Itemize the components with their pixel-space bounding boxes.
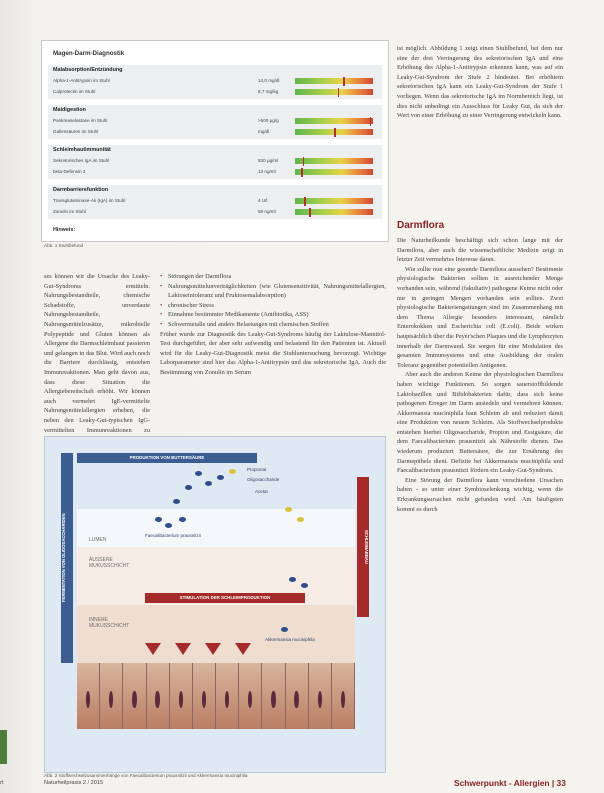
result-marker [338, 88, 340, 97]
middle-paragraph: Früher wurde zur Diagnostik des Leaky-Gut-Syndroms häufig der Laktulose-Mannitol-Test durchgeführt, der aber sehr aufwendig und belastend für den Patienten ist. Aktuell wird für die Leaky-Gut-Diagnostik meist die Stuhluntersuchung bevorzugt. Wichtige Laborparameter sind hier das Alpha-1-Antitrypsin und das sekretorische IgA. Auch die Bestimmung von Zonulin im Serum [160, 330, 386, 376]
list-item: • Einnahme bestimmter Medikamente (Antibiotika, ASS) [160, 310, 386, 320]
down-arrow-icon [235, 643, 251, 655]
mucus-stimulation-bar: STIMULATION DER SCHLEIMPRODUKTION [145, 593, 305, 603]
result-marker [370, 117, 372, 126]
report-row-label: Pankreaselastase im Stuhl [53, 118, 108, 123]
epithelial-cell [332, 663, 355, 729]
result-marker [343, 77, 345, 86]
epithelial-cell [216, 663, 239, 729]
right-paragraph-4: Aber auch die anderen Keime der physiologischen Darmflora haben wichtige Funktionen. So sorgen sauerstoffbildende Laktobazillen und Bifidobakterien dafür, dass sich keine pathogenen Erreger im Darm ansiedeln und vermehren können. Akkermansia muciniphila baut Schleim ab und reduziert damit eine Produktion von neuem Schleim. Als Stoffwechselprodukte entstehen hierbei Oligosaccharide, Propion und Essigsäure, die dem Faecalibacterium prausnitzii als Nährstoffe dienen. Das wiederum produziert Buttersäure, die zur Ernährung des Darmepithels dient. Defizite bei Akkermansia muciniphila und Faecalibacterium prausnitzii fördern ein Leaky-Gut-Syndrom. [397, 371, 563, 475]
acetat-label: Acetat [255, 489, 268, 494]
cause-list [160, 272, 386, 330]
molecule-dot [173, 499, 180, 504]
epithelial-cell [100, 663, 123, 729]
epithelial-cell [239, 663, 262, 729]
epithelial-cell [77, 663, 100, 729]
report-row-label: Gallensäuren im Stuhl [53, 129, 99, 134]
reference-range-bar [295, 169, 373, 175]
report-row [53, 197, 373, 206]
molecule-dot [297, 517, 304, 522]
page-edge-tab [0, 730, 7, 764]
gut-illustration-figure [44, 436, 386, 773]
report-row-value: 8,7 mg/kg [258, 89, 279, 94]
list-item: • Nahrungsmittelunverträglichkeiten (wie Glutensensitivität, Nahrungsmittelallergien, Laktoseintoleranz und Fruktosemalabsorption) [160, 282, 386, 301]
report-row [53, 88, 373, 97]
footer-journal: Naturheilpraxis 2 / 2015 [44, 780, 104, 786]
report-row-value: 4 U/l [258, 198, 268, 203]
bacterium-dot [179, 517, 186, 522]
report-row-value: mg/dl [258, 129, 270, 134]
molecule-dot [195, 471, 202, 476]
epithelial-cell [286, 663, 309, 729]
result-marker [301, 168, 303, 177]
reference-range-bar [295, 158, 373, 164]
report-row-value: >500 µg/g [258, 118, 279, 123]
result-marker [334, 128, 336, 137]
akkermansia-dot [289, 577, 296, 582]
oligosaccharide-label: Oligosaccharide [247, 477, 280, 482]
report-row [53, 168, 373, 177]
molecule-dot [205, 481, 212, 486]
fermentation-bar: FERMENTATION VON OLIGOSACCHARIDEN [61, 453, 73, 663]
report-row-value: 58 ng/ml [258, 209, 276, 214]
reference-range-bar [295, 129, 373, 135]
list-item: • chronischer Stress [160, 301, 386, 311]
butyrate-production-bar: PRODUKTION VON BUTTERSÄURE [77, 453, 257, 463]
report-row-label: Alpha-1-Antitrypsin im Stuhl [53, 78, 110, 83]
reference-range-bar [295, 198, 373, 204]
report-row [53, 157, 373, 166]
propionat-label: Propionat [247, 467, 267, 472]
report-row-label: Sekretorisches IgA im Stuhl [53, 158, 110, 163]
bacterium-dot [165, 523, 172, 528]
report-row-value: 13 ng/ml [258, 169, 276, 174]
right-paragraph-2: Die Naturheilkunde beschäftigt sich schon lange mit der Darmflora, aber auch die wissenschaftliche Medizin zeigt in letzter Zeit vermehrtes Interesse daran. [397, 237, 563, 264]
report-section-title: Maldigestion [53, 107, 86, 113]
inner-mucus-label: INNERE MUKUSSCHICHT [89, 617, 130, 629]
outer-mucus-label: ÄUSSERE MUKUSSCHICHT [89, 557, 130, 569]
report-title: Magen-Darm-Diagnostik [53, 50, 125, 57]
left-paragraph-1: ses können wir die Ursache des Leaky-Gut-Syndroms ermitteln. Nahrungsbestandteile, chemische Schadstoffe, unverdaute Nahrungsbestandteile, Nahrungsmittelzusätze, mikrobielle Polypeptide und Gluten können als Allergene die Darmschleimhaut passieren und gelangen in das Blut. Wird auch noch die Barriere durchlässig, entstehen Immunreaktionen. Man geht davon aus, dass diese Situation die Allergiebereitschaft erhöht. Wir können auch vermehrt IgE-vermittelte Nahrungsmittelallergien erheben, die neben den Leaky-Gut-typischen IgG-vermittelten Immunreaktionen zu [44, 273, 150, 434]
report-row-label: beta-Defensin 2 [53, 169, 86, 174]
epithelial-cell [147, 663, 170, 729]
report-section-title: Darmbarrierefunktion [53, 187, 109, 193]
report-row [53, 208, 373, 217]
result-marker [309, 208, 311, 217]
report-row [53, 77, 373, 86]
report-row [53, 128, 373, 137]
report-row-label: Zonulin im Stuhl [53, 209, 86, 214]
down-arrow-icon [145, 643, 161, 655]
right-paragraph-5: Eine Störung der Darmflora kann verschiedene Ursachen haben - so unter einer Symbioselenkung wichtig, wenn die Erkrankungsursachen nicht gefunden wird. Am häufigsten kommt es durch [397, 476, 563, 513]
result-marker [304, 197, 306, 206]
down-arrow-icon [175, 643, 191, 655]
report-row [53, 117, 373, 126]
report-section-title: Schleimhautimmunität [53, 147, 111, 153]
figure2-caption: Abb. 2 Stoffwechselzusammenhänge von Faecalibacterium prausnitzii und Akkermansia muciniphila [44, 773, 248, 778]
down-arrow-icon [205, 643, 221, 655]
footer-section-page: Schwerpunkt - Allergien | 33 [454, 778, 566, 788]
right-column-top [397, 44, 563, 121]
right-column-bottom [397, 236, 563, 514]
right-paragraph-3: Wie sollte nun eine gesunde Darmflora aussehen? Bestimmte physiologische Bakterien sollten in ausreichender Menge vorhanden sein, während (fakultativ) pathogene Keime nicht oder nur in geringen Mengen vorhanden sein sollten. Zwei physiologische Bakteriengattungen sind im Zusammenhang mit dem Thema Allergie besonders interessant, nämlich Enterokokken und Escherichia coli (E.coli). Beide wirken hauptsächlich über die Peyer'schen Plaques und die Lymphozyten innerhalb der Darmwand. Sie sorgen für eine Modulation des gesamten Immunsystems und eine Ausbildung der oralen Toleranz gegenüber potentiellen Antigenen. [397, 265, 563, 369]
reference-range-bar [295, 78, 373, 84]
report-row-value: 830 µg/ml [258, 158, 279, 163]
molecule-dot [185, 485, 192, 490]
report-row-label: Transglutaminase-Ak (IgA) im Stuhl [53, 198, 126, 203]
lumen-layer [77, 509, 355, 547]
right-paragraph-1: ist möglich. Abbildung 1 zeigt einen Stuhlbefund, bei dem nur eine der drei Verringerung des sekretorischen IgA und eine Erhöhung des Alpha-1-Antitrypsin erkennen kann, was auf ein Leaky-Gut-Syndrom der Stufe 2 hindeutet. Bei erhöhtem sekretorischen IgA kann ein Leaky-Gut-Syndrom der Stufe 1 vorliegen. Wenn das sekretorische IgA im Normbereich liegt, ist dies nicht unbedingt ein Ausschluss für Leaky Gut, da sich der Wert von einer Erhöhung zu einer Verringerung entwickeln kann. [397, 45, 563, 120]
reference-range-bar [295, 209, 373, 215]
epithelial-cell [123, 663, 146, 729]
molecule-dot [229, 469, 236, 474]
figure1-caption: Abb. 1 Stuhlbefund [44, 243, 84, 248]
epithelial-cell [193, 663, 216, 729]
mucus-degradation-bar: SCHLEIMABBAU [357, 477, 369, 617]
section-heading-darmflora: Darmflora [397, 220, 445, 231]
report-section-title: Malabsorption/Entzündung [53, 67, 123, 73]
report-row-value: 14,0 mg/dl [258, 78, 280, 83]
molecule-dot [285, 507, 292, 512]
list-item: • Störungen der Darmflora [160, 272, 386, 282]
faecalibacterium-label: Faecalibacterium prausnitzii [145, 533, 201, 538]
reference-range-bar [295, 118, 373, 124]
report-hinweis: Hinweis: [53, 227, 76, 233]
akkermansia-dot [281, 627, 288, 632]
epithelial-cell [170, 663, 193, 729]
footer-edge-text: rt [0, 780, 4, 786]
akkermansia-dot [301, 583, 308, 588]
bacterium-dot [155, 517, 162, 522]
lumen-label: LUMEN [89, 537, 107, 543]
result-marker [303, 157, 305, 166]
report-row-label: Calprotectin im Stuhl [53, 89, 96, 94]
reference-range-bar [295, 89, 373, 95]
epithelial-cell [262, 663, 285, 729]
epithelial-cell [309, 663, 332, 729]
epithelium-cells [77, 663, 355, 729]
list-item: • Schwermetalle und andere Belastungen mit chemischen Stoffen [160, 320, 386, 330]
middle-column [160, 272, 386, 378]
stool-report-figure [41, 40, 389, 242]
akkermansia-label: Akkermansia muciniphila [265, 637, 315, 642]
molecule-dot [217, 475, 224, 480]
